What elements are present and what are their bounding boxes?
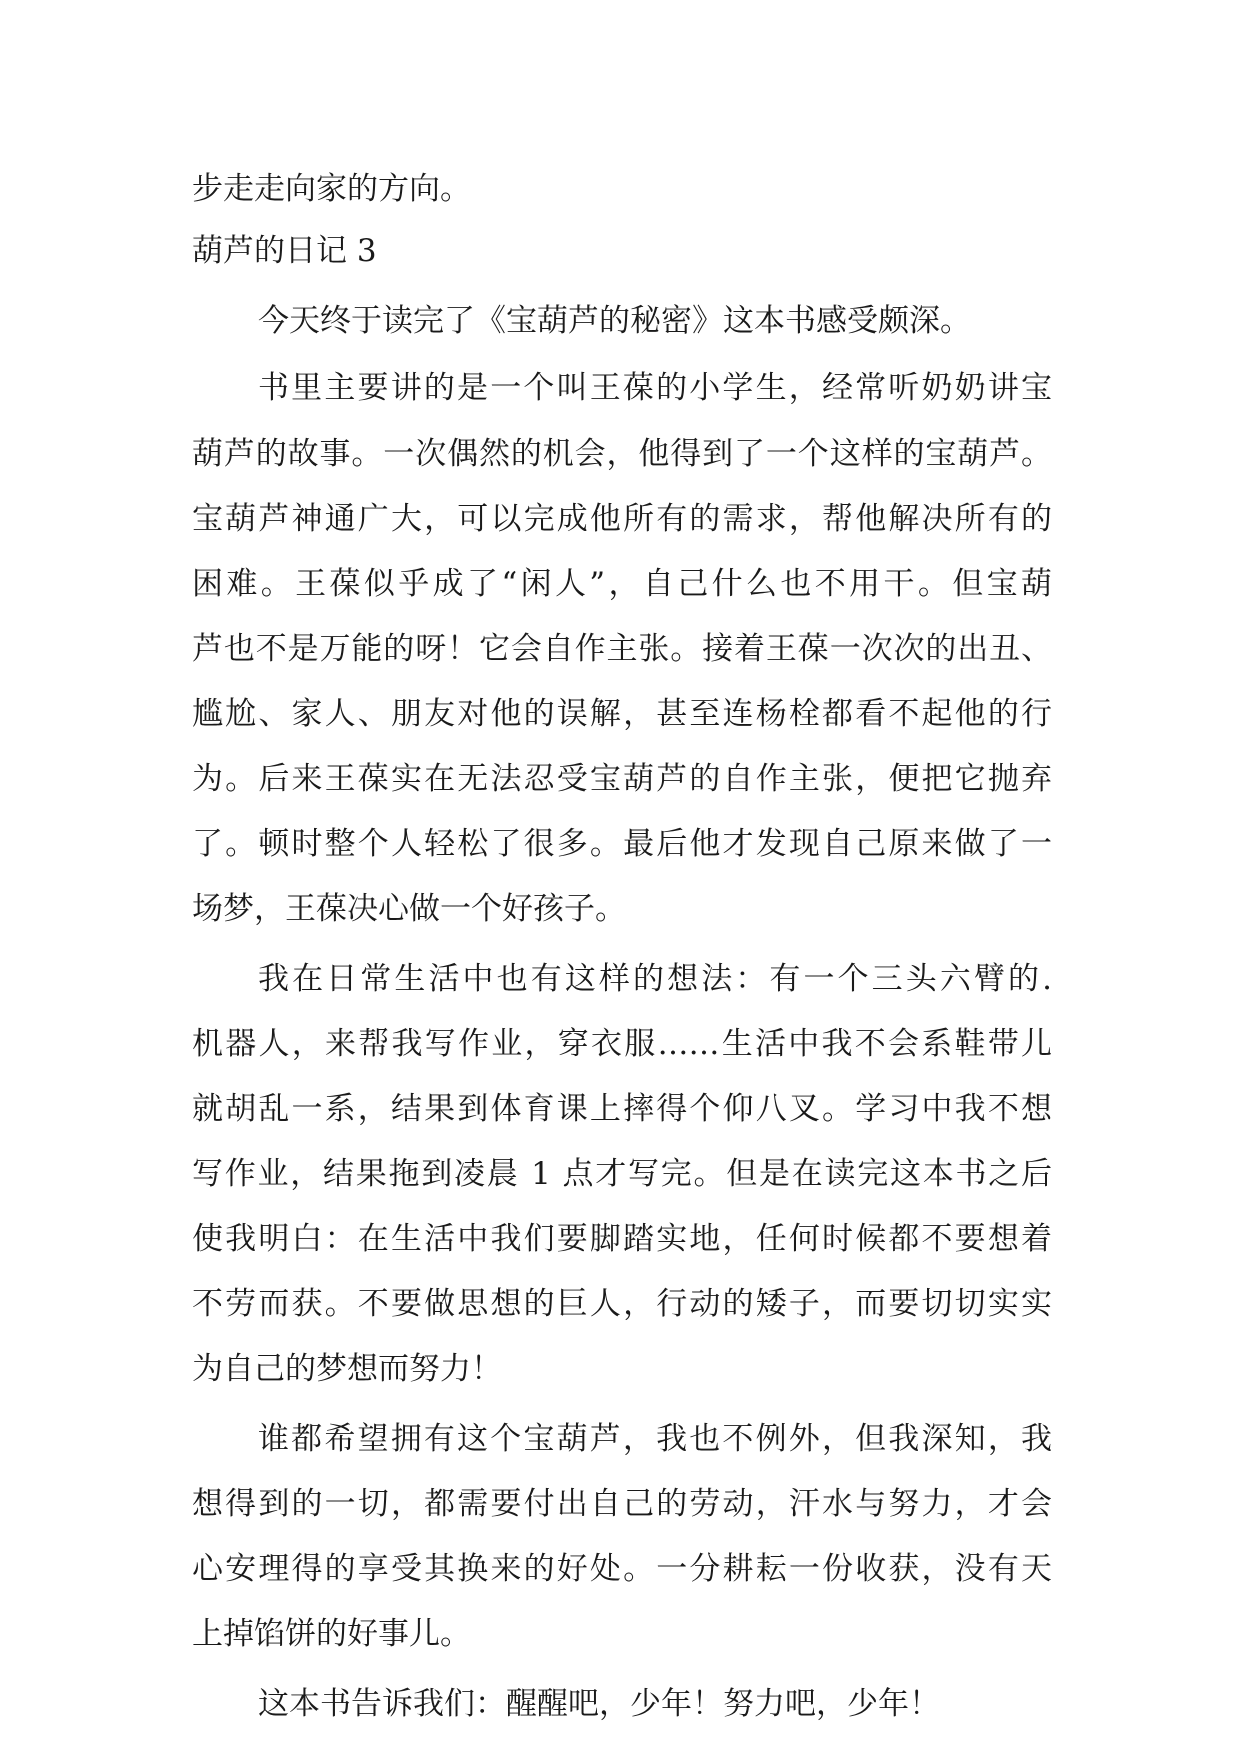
text-line: 使我明白：在生活中我们要脚踏实地，任何时候都不要想着 [192,1221,1052,1257]
text-line: 不劳而获。不要做思想的巨人，行动的矮子，而要切切实实 [192,1286,1052,1322]
text-line: 我在日常生活中也有这样的想法：有一个三头六臂的. [258,961,1052,997]
text-line: 心安理得的享受其换来的好处。一分耕耘一份收获，没有天 [192,1551,1052,1587]
text-line: 葫芦的故事。一次偶然的机会，他得到了一个这样的宝葫芦。 [192,436,1052,472]
text-line: 芦也不是万能的呀！它会自作主张。接着王葆一次次的出丑、 [192,631,1052,667]
text-line: 就胡乱一系，结果到体育课上摔得个仰八叉。学习中我不想 [192,1091,1052,1127]
text-line: 尴尬、家人、朋友对他的误解，甚至连杨栓都看不起他的行 [192,696,1052,732]
text-line: 为。后来王葆实在无法忍受宝葫芦的自作主张，便把它抛弃 [192,761,1052,797]
text-line: 步走走向家的方向。 [192,171,471,207]
text-line: 写作业，结果拖到凌晨 1 点才写完。但是在读完这本书之后 [192,1156,1052,1192]
text-line: 上掉馅饼的好事儿。 [192,1616,471,1652]
text-line: 场梦，王葆决心做一个好孩子。 [192,891,626,927]
section-heading: 葫芦的日记 3 [192,233,377,269]
text-line: 这本书告诉我们：醒醒吧，少年！努力吧，少年！ [258,1686,940,1722]
text-line: 为自己的梦想而努力！ [192,1351,502,1387]
text-line: 谁都希望拥有这个宝葫芦，我也不例外，但我深知，我 [258,1421,1052,1457]
text-line: 今天终于读完了《宝葫芦的秘密》这本书感受颇深。 [258,303,971,339]
text-line: 机器人，来帮我写作业，穿衣服……生活中我不会系鞋带儿 [192,1026,1052,1062]
text-line: 困难。王葆似乎成了“闲人”，自己什么也不用干。但宝葫 [192,566,1052,602]
text-line: 了。顿时整个人轻松了很多。最后他才发现自己原来做了一 [192,826,1052,862]
text-line: 想得到的一切，都需要付出自己的劳动，汗水与努力，才会 [192,1486,1052,1522]
text-line: 宝葫芦神通广大，可以完成他所有的需求，帮他解决所有的 [192,501,1052,537]
text-line: 书里主要讲的是一个叫王葆的小学生，经常听奶奶讲宝 [258,370,1052,406]
